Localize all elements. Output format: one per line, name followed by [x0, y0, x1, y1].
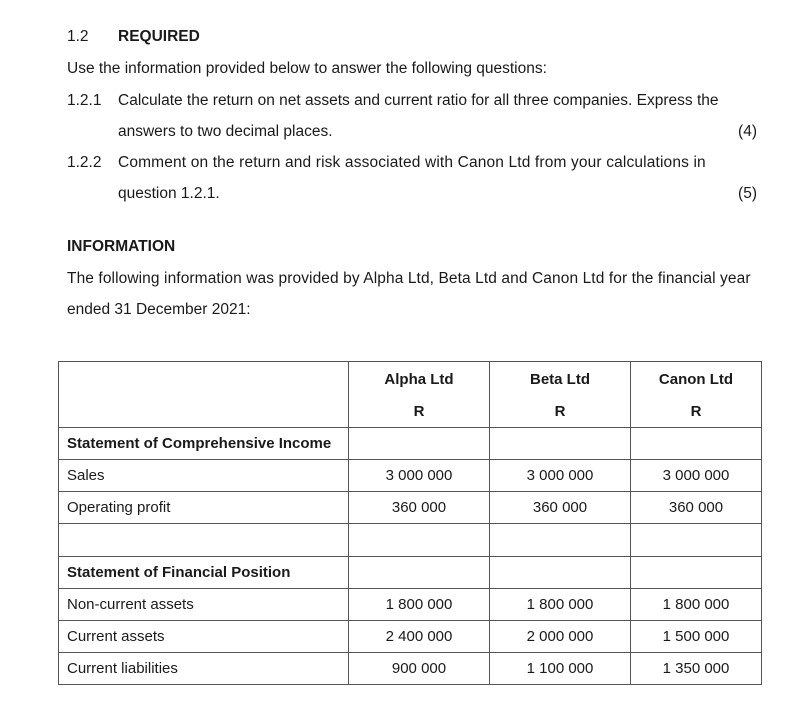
financial-table — [58, 361, 762, 685]
table-header-row — [59, 362, 762, 397]
row-label: Non-current assets — [59, 589, 349, 621]
table-row — [59, 492, 762, 524]
table-row — [59, 557, 762, 589]
question-text-line1: Calculate the return on net assets and current ratio for all three companies. Express the — [118, 92, 719, 109]
row-value: 2 000 000 — [490, 621, 631, 653]
intro-text: Use the information provided below to answer the following questions: — [67, 60, 547, 77]
row-label: Operating profit — [59, 492, 349, 524]
row-value: 1 100 000 — [490, 653, 631, 685]
unit-cell: R — [631, 396, 762, 428]
row-value: 3 000 000 — [490, 460, 631, 492]
company-header: Alpha Ltd — [349, 362, 490, 397]
header-blank-cell — [59, 362, 349, 428]
row-label: Sales — [59, 460, 349, 492]
section-heading: Statement of Comprehensive Income — [59, 428, 349, 460]
row-value: 3 000 000 — [631, 460, 762, 492]
row-value: 900 000 — [349, 653, 490, 685]
row-value: 3 000 000 — [349, 460, 490, 492]
question-text-line1: Comment on the return and risk associated with Canon Ltd from your calculations in — [118, 154, 706, 171]
table-row — [59, 589, 762, 621]
information-text-line2: ended 31 December 2021: — [67, 301, 251, 318]
question-number: 1.2.2 — [67, 154, 102, 171]
row-label: Current liabilities — [59, 653, 349, 685]
row-value: 1 500 000 — [631, 621, 762, 653]
question-marks: (5) — [738, 185, 757, 202]
section-heading: Statement of Financial Position — [59, 557, 349, 589]
table-row — [59, 428, 762, 460]
row-value: 1 350 000 — [631, 653, 762, 685]
unit-cell: R — [349, 396, 490, 428]
question-marks: (4) — [738, 123, 757, 140]
company-header: Canon Ltd — [631, 362, 762, 397]
row-value: 360 000 — [349, 492, 490, 524]
row-value: 1 800 000 — [490, 589, 631, 621]
information-text-line1: The following information was provided by Alpha Ltd, Beta Ltd and Canon Ltd for the financial year — [67, 270, 751, 287]
table-row — [59, 524, 762, 557]
table-row — [59, 460, 762, 492]
row-value: 360 000 — [631, 492, 762, 524]
unit-cell: R — [490, 396, 631, 428]
row-value: 1 800 000 — [349, 589, 490, 621]
question-text-line2: question 1.2.1. — [118, 185, 220, 202]
section-title: REQUIRED — [118, 28, 200, 45]
table-row — [59, 653, 762, 685]
row-value: 2 400 000 — [349, 621, 490, 653]
question-number: 1.2.1 — [67, 92, 102, 109]
company-header: Beta Ltd — [490, 362, 631, 397]
row-value: 1 800 000 — [631, 589, 762, 621]
row-value: 360 000 — [490, 492, 631, 524]
table-row — [59, 621, 762, 653]
row-label: Current assets — [59, 621, 349, 653]
question-text-line2: answers to two decimal places. — [118, 123, 333, 140]
information-heading: INFORMATION — [67, 238, 176, 255]
section-number: 1.2 — [67, 28, 89, 45]
